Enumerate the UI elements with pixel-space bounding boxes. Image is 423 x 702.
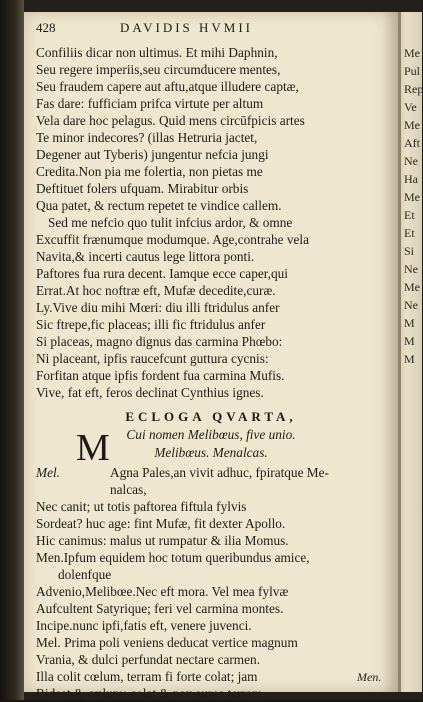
text-line-16: Ly.Vive diu mihi Mœri: diu illi ftridulus anfer [36, 300, 280, 315]
text-line-11: Sed me nefcio quo tulit infcius ardor, & omne [48, 215, 293, 230]
text-line-21: Vive, fat eft, feros declinat Cynthius ignes. [36, 385, 264, 400]
text-line-12: Excuffit frænumque modumque. Age,contrahe vela [36, 232, 310, 247]
page-428 [24, 12, 398, 701]
text-line-7: Degener aut Tyberis) jungentur nefcia jungi [36, 147, 269, 162]
dialogue-line-10: Incipe.nunc ipfi,fatis eft, venere juvenci. [36, 618, 252, 633]
next-page-fragment-12: Si [404, 244, 415, 258]
text-line-15: Errat.At hoc noftræ eft, Mufæ decedite,curæ. [36, 283, 276, 298]
dialogue-line-8: Advenio,Melibœe.Nec eft mora. Vel mea fylvæ [36, 584, 289, 599]
next-page-fragment-16: M [404, 316, 415, 330]
text-line-8: Credita.Non pia me folertia, non pietas me [36, 164, 263, 179]
next-page-fragment-9: Me [404, 190, 420, 204]
dialogue-line-3: Nec canit; ut totis paftorea fiftula fylvis [36, 499, 247, 514]
text-line-13: Navita,& incerti cautus lege littora ponti. [36, 249, 255, 264]
running-head: DAVIDIS HVMII [120, 20, 254, 35]
next-page-fragment-17: M [404, 334, 415, 348]
text-line-14: Paftores fua rura decent. Iamque ecce caper,qui [36, 266, 288, 281]
dialogue-line-4: Sordeat? huc age: fint Mufæ, fit dexter Apollo. [36, 516, 286, 531]
dialogue-line-6: Men.Ipfum equidem hoc totum queribundus amice, [36, 550, 310, 565]
dialogue-line-11: Mel. Prima poli veniens deducat vertice magnum [36, 635, 298, 650]
page-edge-line [398, 12, 401, 692]
binding-shadow [0, 0, 24, 700]
text-line-20: Forfitan atque ipfis fordent fua carmina Mufis. [36, 368, 285, 383]
dialogue-line-5: Hic canimus: malus ut rumpatur & ilia Momus. [36, 533, 289, 548]
dialogue-line-14: Rideat & cælum; colat & pax aurea terram. [36, 686, 266, 701]
next-page-fragment-18: M [404, 352, 415, 366]
dialogue-line-13: Illa colit cœlum, terram fi forte colat; jam [36, 669, 258, 684]
text-line-5: Vela dare hoc pelagus. Quid mens circūfpicis artes [36, 113, 305, 128]
next-page-fragment-2: Pul [404, 64, 421, 78]
next-page-edge [398, 12, 422, 692]
dialogue-line-2: nalcas, [110, 482, 147, 497]
next-page-fragment-15: Ne [404, 298, 418, 312]
speaker-mel: Mel. [36, 465, 60, 480]
page-curl-shadow [382, 12, 398, 692]
dialogue-line-1: Agna Pales,an vivit adhuc, fpiratque Me- [110, 465, 329, 480]
next-page-fragment-10: Et [404, 208, 415, 222]
next-page-fragment-5: Me [404, 118, 420, 132]
text-line-6: Te minor indecores? (illas Hetruria jactet, [36, 130, 258, 145]
next-page-fragment-13: Ne [404, 262, 418, 276]
next-page-fragment-3: Rep [404, 82, 423, 96]
text-line-3: Seu fraudem capere aut aftu,atque illudere captæ, [36, 79, 299, 94]
text-line-18: Si placeas, magno dignus das carmina Phœbo: [36, 334, 283, 349]
dialogue-line-12: Vrania, & dulci perfundat nectare carmen. [36, 652, 261, 667]
next-page-fragment-7: Ne [404, 154, 418, 168]
text-line-9: Deftituet folers ufquam. Mirabitur orbis [36, 181, 249, 196]
eclogue-characters: Melibœus. Menalcas. [154, 445, 268, 460]
text-line-17: Sic ftrepe,fic placeas; illi fic ftridulus anfer [36, 317, 266, 332]
dialogue-line-7: dolenfque [58, 567, 112, 582]
text-line-1: Confiliis dicar non ultimus. Et mihi Daphnin, [36, 45, 278, 60]
dialogue-line-9: Aufcultent Satyrique; feri vel carmina montes. [36, 601, 284, 616]
text-line-19: Ni placeant, ipfis raucefcunt guttura cycnis: [36, 351, 269, 366]
drop-cap: M [76, 427, 110, 469]
eclogue-subtitle: Cui nomen Melibœus, five unio. [126, 427, 296, 442]
next-page-fragment-8: Ha [404, 172, 418, 186]
page-number: 428 [36, 20, 56, 35]
catchword: Men. [357, 670, 382, 684]
next-page-fragment-4: Ve [404, 100, 417, 114]
next-page-fragment-6: Aft [404, 136, 420, 150]
page-header [36, 20, 380, 38]
next-page-fragment-11: Et [404, 226, 415, 240]
next-page-fragment-14: Me [404, 280, 420, 294]
text-line-10: Qua patet, & rectum repetet te vindice callem. [36, 198, 282, 213]
next-page-fragment-1: Me [404, 46, 420, 60]
eclogue-title: ECLOGA QVARTA, [125, 409, 297, 424]
text-line-4: Fas dare: fufficiam prifca virtute per altum [36, 96, 264, 111]
text-line-2: Seu regere imperiis,seu circumducere mentes, [36, 62, 281, 77]
